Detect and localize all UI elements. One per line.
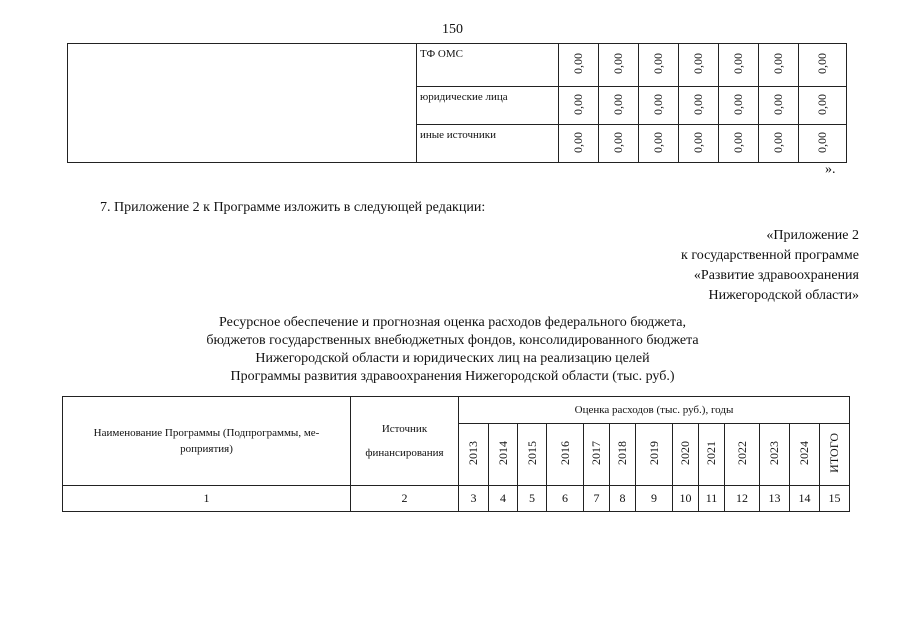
column-index: 6 xyxy=(547,486,584,512)
column-index: 5 xyxy=(518,486,547,512)
column-index: 14 xyxy=(790,486,820,512)
column-index: 3 xyxy=(459,486,489,512)
value-cell: 0,00 xyxy=(691,53,705,74)
value-cell: 0,00 xyxy=(731,53,745,74)
year-header: 2022 xyxy=(734,441,749,465)
title-line: бюджетов государственных внебюджетных фондов, консолидированного бюджета xyxy=(206,333,699,348)
year-header: 2016 xyxy=(557,441,572,465)
column-index: 8 xyxy=(610,486,636,512)
header-text: роприятия) xyxy=(180,443,233,455)
value-cell: 0,00 xyxy=(651,93,665,115)
value-cell: 0,00 xyxy=(771,93,785,115)
appendix-line: «Приложение 2 xyxy=(766,228,859,243)
appendix-line: к государственной программе xyxy=(681,248,859,263)
column-header-name xyxy=(63,397,351,486)
value-cell: 0,00 xyxy=(815,53,829,74)
column-index: 10 xyxy=(673,486,699,512)
year-header: 2014 xyxy=(495,441,510,465)
value-cell: 0,00 xyxy=(815,131,829,153)
row-label: ТФ ОМС xyxy=(417,44,559,87)
header-text: Источник xyxy=(381,423,428,435)
year-header: 2015 xyxy=(524,441,539,465)
column-index: 1 xyxy=(63,486,351,512)
page-number: 150 xyxy=(442,22,463,37)
resource-estimate-table xyxy=(62,396,850,512)
value-cell: 0,00 xyxy=(651,131,665,153)
value-cell: 0,00 xyxy=(651,53,665,74)
value-cell: 0,00 xyxy=(691,131,705,153)
row-label: юридические лица xyxy=(417,87,559,125)
value-cell: 0,00 xyxy=(771,131,785,153)
value-cell: 0,00 xyxy=(611,53,625,74)
estimate-header: Оценка расходов (тыс. руб.), годы xyxy=(459,397,850,424)
total-header: ИТОГО xyxy=(827,433,841,473)
column-index-row xyxy=(63,486,850,512)
column-index: 2 xyxy=(351,486,459,512)
value-cell: 0,00 xyxy=(571,131,585,153)
header-text: Наименование Программы (Подпрограммы, ме- xyxy=(93,427,320,439)
title-line: Программы развития здравоохранения Нижегородской области (тыс. руб.) xyxy=(230,369,675,384)
funding-sources-table xyxy=(67,43,847,163)
value-cell: 0,00 xyxy=(691,93,705,115)
column-index: 11 xyxy=(699,486,725,512)
year-header: 2017 xyxy=(589,441,603,465)
column-index: 15 xyxy=(820,486,850,512)
value-cell: 0,00 xyxy=(815,93,829,115)
empty-cell xyxy=(68,44,417,163)
year-header: 2024 xyxy=(797,441,811,465)
title-line: Нижегородской области и юридических лиц на реализацию целей xyxy=(255,351,650,366)
document-title xyxy=(0,314,905,386)
row-label: иные источники xyxy=(417,125,559,163)
appendix-line: Нижегородской области» xyxy=(708,288,859,303)
appendix-line: «Развитие здравоохранения xyxy=(693,268,859,283)
column-index: 13 xyxy=(760,486,790,512)
year-header: 2023 xyxy=(767,441,781,465)
table-header-row xyxy=(63,397,850,424)
value-cell: 0,00 xyxy=(611,131,625,153)
value-cell: 0,00 xyxy=(731,93,745,115)
year-header: 2020 xyxy=(678,441,692,465)
year-header: 2019 xyxy=(646,441,661,465)
column-index: 7 xyxy=(584,486,610,512)
table-row xyxy=(68,44,847,87)
value-cell: 0,00 xyxy=(571,53,585,74)
closing-quote: ». xyxy=(825,162,836,177)
title-line: Ресурсное обеспечение и прогнозная оценка расходов федерального бюджета, xyxy=(219,315,686,330)
appendix-header xyxy=(681,226,859,306)
value-cell: 0,00 xyxy=(611,93,625,115)
column-index: 9 xyxy=(636,486,673,512)
column-index: 12 xyxy=(725,486,760,512)
value-cell: 0,00 xyxy=(771,53,785,74)
amendment-paragraph: 7. Приложение 2 к Программе изложить в следующей редакции: xyxy=(100,200,486,215)
value-cell: 0,00 xyxy=(731,131,745,153)
year-header: 2021 xyxy=(704,441,718,465)
column-header-source xyxy=(351,397,459,486)
value-cell: 0,00 xyxy=(571,93,585,115)
year-header: 2018 xyxy=(615,441,629,465)
column-index: 4 xyxy=(489,486,518,512)
year-header: 2013 xyxy=(466,441,480,465)
header-text: финансирования xyxy=(365,447,444,459)
